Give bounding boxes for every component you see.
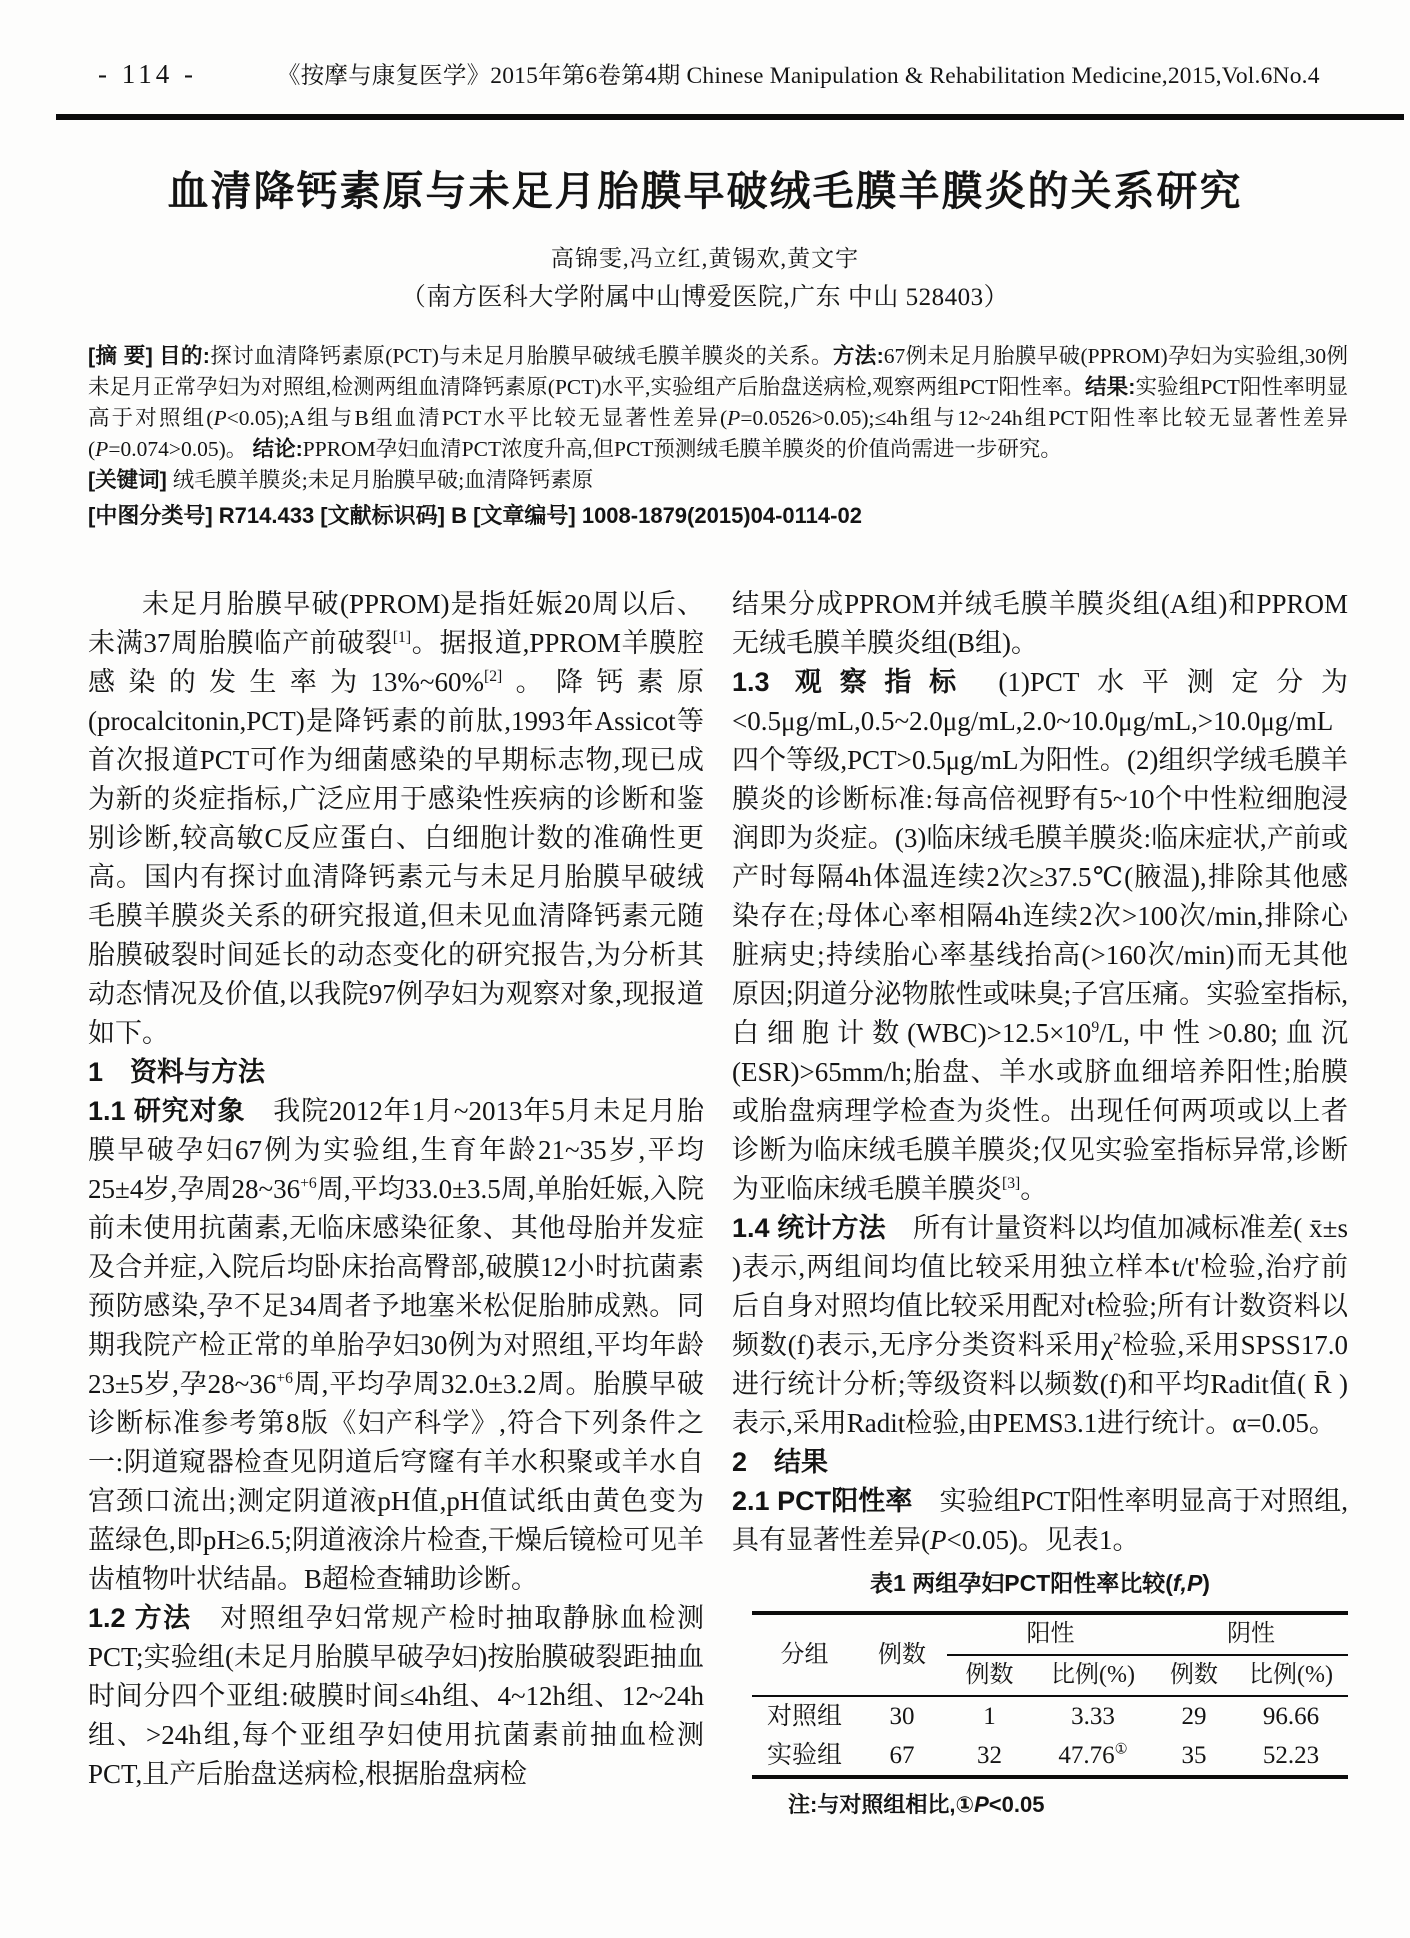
section-2-1: 2.1 PCT阳性率 实验组PCT阳性率明显高于对照组,具有显著性差异(P<0.05)。见表1。 (732, 1486, 1348, 1555)
table-1 (752, 1611, 1348, 1779)
section-1-2: 1.2 方法 对照组孕妇常规产检时抽取静脉血检测PCT;实验组(未足月胎膜早破孕妇)按胎膜破裂距抽血时间分四个亚组:破膜时间≤4h组、4~12h组、12~24h组、>24h组,每个亚组孕妇使用抗菌素前抽血检测 PCT,且产后胎盘送病检,根据胎盘病检 (88, 1603, 704, 1789)
classification: [中图分类号] R714.433 [文献标识码] B [文章编号] 1008-1879(2015)04-0114-02 (88, 503, 862, 528)
heading-2: 2 结果 (732, 1447, 829, 1477)
page-header (98, 56, 1366, 90)
right-column (732, 585, 1348, 1819)
heading-1: 1 资料与方法 (88, 1057, 266, 1087)
table-subheader-pos-pct: 比例(%) (1032, 1655, 1154, 1696)
table-header-negative: 阴性 (1154, 1613, 1348, 1655)
table-note: 注:与对照组相比,①P<0.05 (788, 1792, 1045, 1817)
table-subheader-neg-n: 例数 (1154, 1655, 1234, 1696)
table-header-group: 分组 (752, 1613, 857, 1696)
cell-neg-pct: 52.23 (1262, 1742, 1320, 1769)
cell-neg-pct: 96.66 (1262, 1703, 1320, 1730)
cell-pos-pct: 3.33 (1071, 1703, 1115, 1730)
section-1-3: 1.3 观察指标 (1)PCT水平测定分为<0.5μg/mL,0.5~2.0μg/mL,2.0~10.0μg/mL,>10.0μg/mL 四个等级,PCT>0.5μg/mL为阳性。(2)组织学绒毛膜羊膜炎的诊断标准:每高倍视野有5~10个中性粒细胞浸润即为炎症。(3)临床绒毛膜羊膜炎:临床症状,产前或产时每隔4h体温连续2次≥37.5℃(腋温),排除其他感染存在;母体心率相隔4h连续2次>100次/min,排除心脏病史;持续胎心率基线抬高(>160次/min)而无其他原因;阴道分泌物脓性或味臭;子宫压痛。实验室指标,白细胞计数$(WBC)>12.5\times 10^9/L$,中性>0.80;血沉(ESR)>65mm/h;胎盘、羊水或脐血细培养阳性;胎膜或胎盘病理学检查为炎性。出现任何两项或以上者诊断为临床绒毛膜羊膜炎;仅见实验室指标异常,诊断为亚临床绒毛膜羊膜炎[3]。 (732, 667, 1348, 1204)
keywords: [关键词] 绒毛膜羊膜炎;未足月胎膜早破;血清降钙素原 (88, 468, 594, 492)
table-row-control (752, 1696, 1348, 1736)
cell-neg-n: 35 (1181, 1742, 1207, 1769)
abstract: [摘 要] 目的:探讨血清降钙素原(PCT)与未足月胎膜早破绒毛膜羊膜炎的关系。方法:67例未足月胎膜早破(PPROM)孕妇为实验组,30例未足月正常孕妇为对照组,检测两组血清降钙素原(PCT)水平,实验组产后胎盘送病检,观察两组PCT阳性率。结果:实验组PCT阳性率明显高于对照组(P<0.05);A组与B组血清PCT水平比较无显著性差异(P=0.0526>0.05);≤4h组与12~24h组PCT阳性率比较无显著性差异(P=0.074>0.05)。 结论:PPROM孕妇血清PCT浓度升高,但PCT预测绒毛膜羊膜炎的价值尚需进一步研究。 (88, 344, 1349, 461)
left-column-blocks (88, 585, 704, 1794)
table-1-title: 表1 两组孕妇PCT阳性率比较(f,P) (870, 1570, 1210, 1596)
authors: 高锦雯,冯立红,黄锡欢,黄文宇 (550, 246, 860, 271)
page-number: - 114 - (98, 59, 197, 89)
section-1-4: 1.4 统计方法 所有计量资料以均值加减标准差( x̄±s )表示,两组间均值比较采用独立样本t/t'检验,治疗前后自身对照均值比较采用配对t检验;所有计数资料以频数(f)表示,无序分类资料采用$\chi^2$检验,采用SPSS17.0进行统计分析;等级资料以频数(f)和平均Radit值( R̄ )表示,采用Radit检验,由PEMS3.1进行统计。α=0.05。 (732, 1213, 1348, 1438)
cell-group: 实验组 (766, 1742, 842, 1769)
cell-n: 67 (889, 1742, 915, 1769)
continuation-paragraph: 结果分成PPROM并绒毛膜羊膜炎组(A组)和PPROM无绒毛膜羊膜炎组(B组)。 (732, 589, 1348, 658)
front-matter (88, 341, 1348, 531)
cell-pos-pct: 47.76① (1058, 1741, 1128, 1769)
body-columns (88, 585, 1348, 1819)
right-column-blocks (732, 585, 1348, 1603)
cell-pos-n: 32 (977, 1742, 1002, 1769)
cell-pos-n: 1 (983, 1703, 996, 1730)
table-header-n: 例数 (857, 1613, 947, 1696)
journal-line: 《按摩与康复医学》2015年第6卷第4期 Chinese Manipulation & Rehabilitation Medicine,2015,Vol.6No.4 (276, 63, 1320, 89)
cell-n: 30 (889, 1703, 915, 1730)
section-1-1: 1.1 研究对象 我院2012年1月~2013年5月未足月胎膜早破孕妇67例为实验组,生育年龄21~35岁,平均25±4岁,孕周$28\sim 36^{+6}$周,平均33.0±3.5周,单胎妊娠,入院前未使用抗菌素,无临床感染征象、其他母胎并发症及合并症,入院后均卧床抬高臀部,破膜12小时抗菌素预防感染,孕不足34周者予地塞米松促胎肺成熟。同期我院产检正常的单胎孕妇30例为对照组,平均年龄23±5岁,孕$28\sim 36^{+6}$周,平均孕周32.0±3.2周。胎膜早破诊断标准参考第8版《妇产科学》,符合下列条件之一:阴道窥器检查见阴道后穹窿有羊水积聚或羊水自宫颈口流出;测定阴道液pH值,pH值试纸由黄色变为蓝绿色,即pH≥6.5;阴道液涂片检查,干燥后镜检可见羊齿植物叶状结晶。B超检查辅助诊断。 (88, 1096, 704, 1594)
table-header-positive: 阳性 (947, 1613, 1154, 1655)
cell-group: 对照组 (766, 1703, 842, 1730)
intro-paragraph: 未足月胎膜早破(PPROM)是指妊娠20周以后、未满37周胎膜临产前破裂[1]。据报道,PPROM羊膜腔感染的发生率为13%~60%[2]。降钙素原(procalcitonin,PCT)是降钙素的前肽,1993年Assicot等首次报道PCT可作为细菌感染的早期标志物,现已成为新的炎症指标,广泛应用于感染性疾病的诊断和鉴别诊断,较高敏C反应蛋白、白细胞计数的准确性更高。国内有探讨血清降钙素元与未足月胎膜早破绒毛膜羊膜炎关系的研究报道,但未见血清降钙素元随胎膜破裂时间延长的动态变化的研究报告,为分析其动态情况及价值,以我院97例孕妇为观察对象,现报道如下。 (88, 589, 705, 1048)
article-title: 血清降钙素原与未足月胎膜早破绒毛膜羊膜炎的关系研究 (167, 168, 1243, 214)
table-subheader-neg-pct: 比例(%) (1234, 1655, 1348, 1696)
table-subheader-pos-n: 例数 (947, 1655, 1032, 1696)
cell-neg-n: 29 (1181, 1703, 1207, 1730)
affiliation: （南方医科大学附属中山博爱医院,广东 中山 528403） (400, 284, 1010, 311)
table-row-experimental (752, 1736, 1348, 1777)
left-column (88, 585, 704, 1819)
header-rule (56, 114, 1404, 120)
